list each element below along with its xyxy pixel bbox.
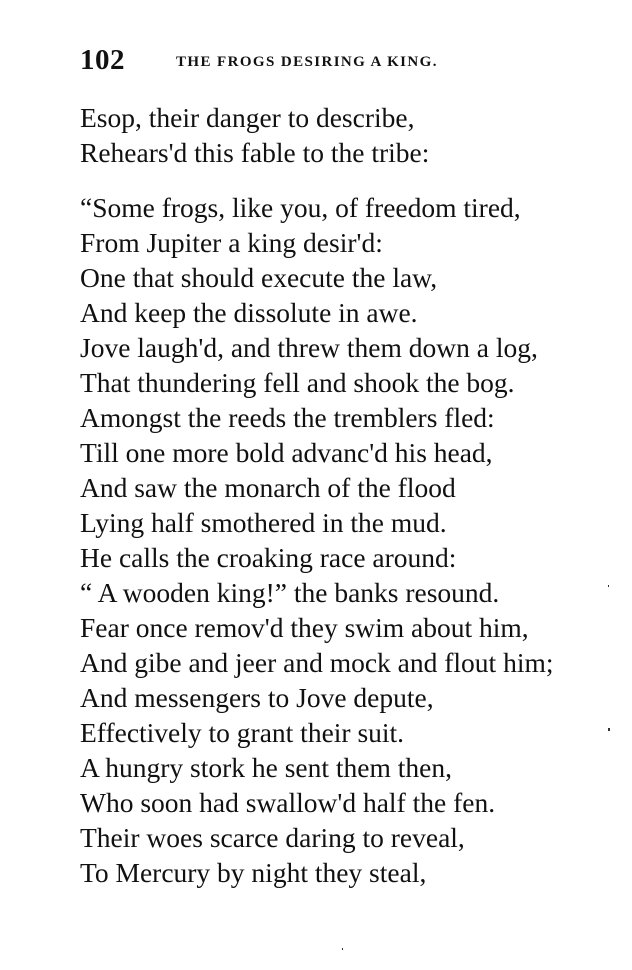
running-title: THE FROGS DESIRING A KING. bbox=[176, 54, 438, 70]
verse-line: And gibe and jeer and mock and flout him; bbox=[80, 647, 554, 678]
verse-line: Lying half smothered in the mud. bbox=[80, 507, 447, 538]
verse-line: To Mercury by night they steal, bbox=[80, 857, 427, 888]
stanza-1 bbox=[0, 100, 632, 170]
verse-line: “Some frogs, like you, of freedom tired, bbox=[80, 192, 521, 223]
verse-line: Jove laugh'd, and threw them down a log, bbox=[80, 332, 538, 363]
verse-line: And messengers to Jove depute, bbox=[80, 682, 434, 713]
print-speck bbox=[342, 948, 343, 950]
verse-line: From Jupiter a king desir'd: bbox=[80, 227, 383, 258]
verse-line: Who soon had swallow'd half the fen. bbox=[80, 787, 496, 818]
verse-line: Their woes scarce daring to reveal, bbox=[80, 822, 465, 853]
verse-line: And keep the dissolute in awe. bbox=[80, 297, 418, 328]
print-speck bbox=[608, 585, 609, 587]
verse-line: Amongst the reeds the tremblers fled: bbox=[80, 402, 495, 433]
verse-line: That thundering fell and shook the bog. bbox=[80, 367, 515, 398]
page-number: 102 bbox=[80, 44, 125, 76]
verse-line: A hungry stork he sent them then, bbox=[80, 752, 452, 783]
verse-line: Till one more bold advanc'd his head, bbox=[80, 437, 493, 468]
verse-line: Rehears'd this fable to the tribe: bbox=[80, 137, 430, 168]
verse-line: Effectively to grant their suit. bbox=[80, 717, 405, 748]
verse-line: Fear once remov'd they swim about him, bbox=[80, 612, 529, 643]
stanza-2 bbox=[0, 190, 632, 890]
running-head bbox=[80, 44, 580, 80]
print-speck bbox=[608, 728, 610, 731]
verse-line: And saw the monarch of the flood bbox=[80, 472, 456, 503]
verse-line: He calls the croaking race around: bbox=[80, 542, 457, 573]
verse-line: Esop, their danger to describe, bbox=[80, 102, 415, 133]
verse-line: “ A wooden king!” the banks resound. bbox=[80, 577, 500, 608]
verse-line: One that should execute the law, bbox=[80, 262, 438, 293]
